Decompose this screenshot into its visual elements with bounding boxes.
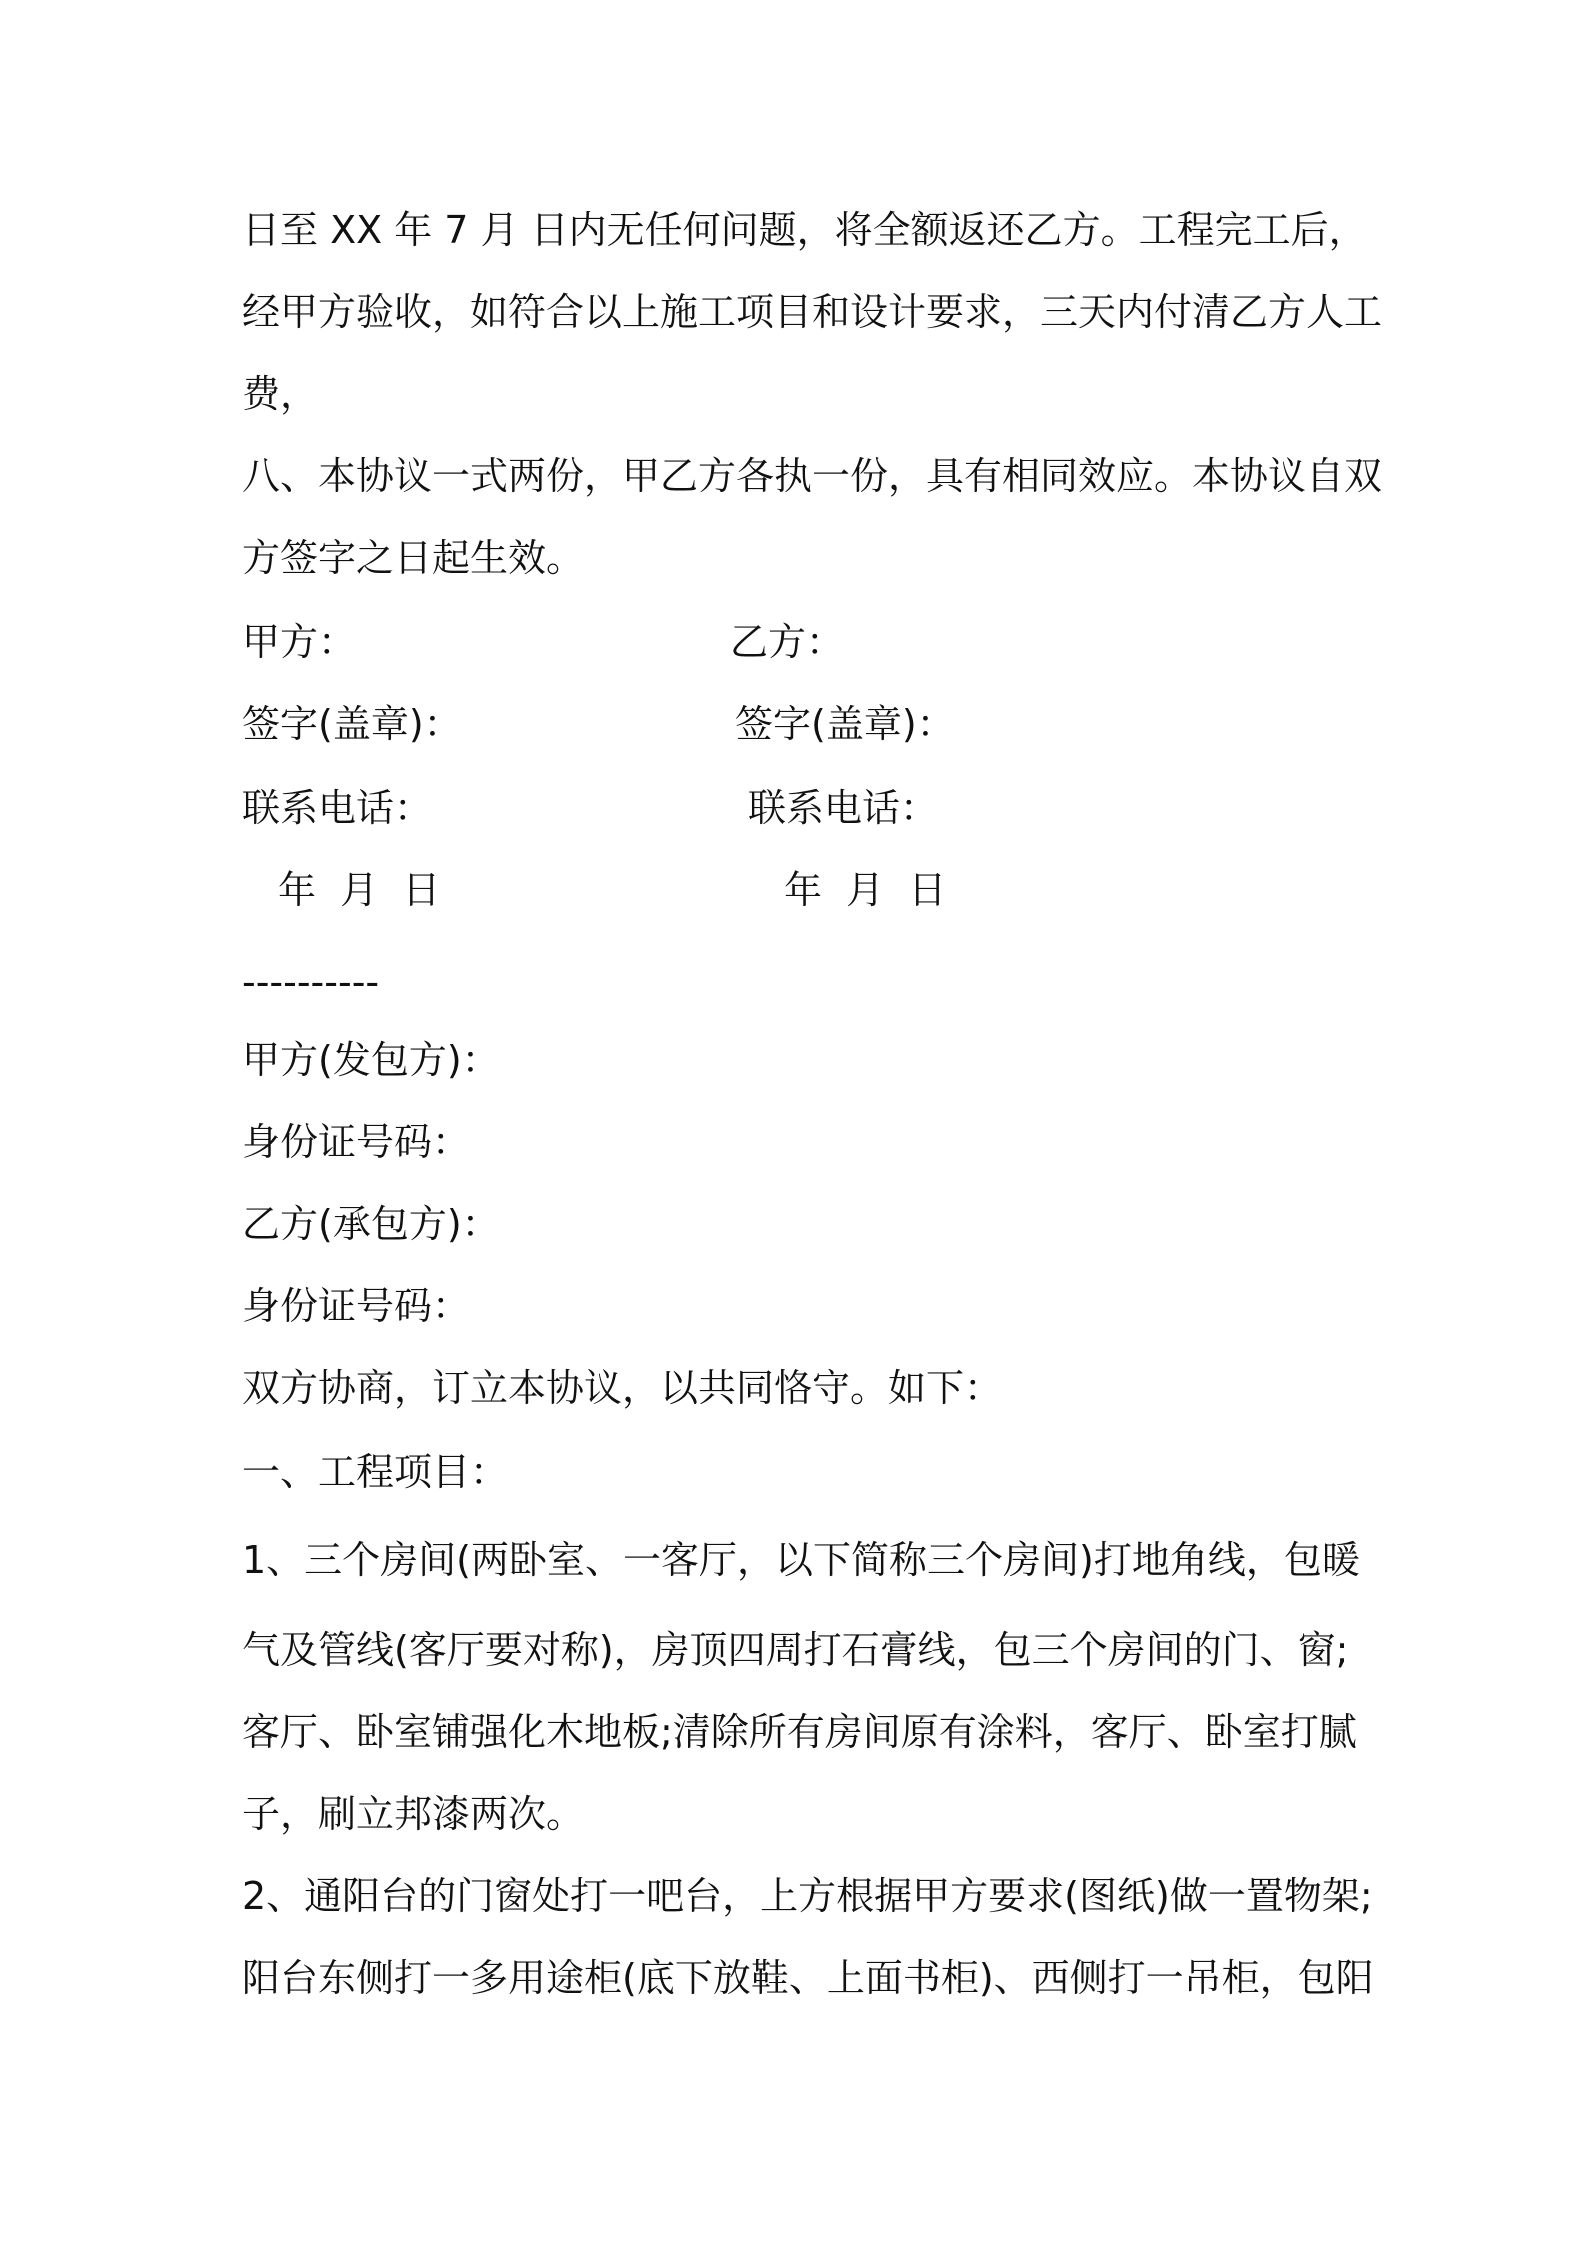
party-a-label: 甲方：: [242, 620, 357, 664]
item1-line: 1、三个房间(两卧室、一客厅，以下简称三个房间)打地角线，包暖: [242, 1538, 1360, 1582]
agreement-intro: 双方协商，订立本协议，以共同恪守。如下：: [242, 1366, 1003, 1410]
item2-line: 阳台东侧打一多用途柜(底下放鞋、上面书柜)、西侧打一吊柜，包阳: [242, 1956, 1374, 2000]
date-b-label: 年 月 日: [784, 868, 947, 912]
phone-a-label: 联系电话：: [242, 786, 433, 830]
phone-b-label: 联系电话：: [748, 786, 939, 830]
sign-a-label: 签字(盖章)：: [242, 702, 462, 746]
item1-line: 子，刷立邦漆两次。: [242, 1792, 585, 1836]
second-id-a: 身份证号码：: [242, 1120, 471, 1164]
section-heading: 一、工程项目：: [242, 1450, 509, 1494]
second-id-b: 身份证号码：: [242, 1284, 471, 1328]
paragraph-line: 经甲方验收，如符合以上施工项目和设计要求，三天内付清乙方人工: [242, 290, 1383, 334]
paragraph-line: 方签字之日起生效。: [242, 536, 585, 580]
paragraph-line: 日至 XX 年 7 月 日内无任何问题，将全额返还乙方。工程完工后，: [242, 208, 1367, 252]
item1-line: 气及管线(客厅要对称)，房顶四周打石膏线，包三个房间的门、窗;: [242, 1628, 1349, 1672]
second-party-b: 乙方(承包方)：: [242, 1202, 500, 1246]
second-party-a: 甲方(发包方)：: [242, 1038, 500, 1082]
item1-line: 客厅、卧室铺强化木地板;清除所有房间原有涂料，客厅、卧室打腻: [242, 1710, 1357, 1754]
sign-b-label: 签字(盖章)：: [735, 702, 955, 746]
separator: ----------: [242, 960, 380, 1004]
item2-line: 2、通阳台的门窗处打一吧台，上方根据甲方要求(图纸)做一置物架;: [242, 1874, 1373, 1918]
date-a-label: 年 月 日: [278, 868, 441, 912]
party-b-label: 乙方：: [730, 620, 845, 664]
paragraph-line: 费，: [242, 372, 319, 416]
paragraph-line: 八、本协议一式两份，甲乙方各执一份，具有相同效应。本协议自双: [242, 454, 1383, 498]
